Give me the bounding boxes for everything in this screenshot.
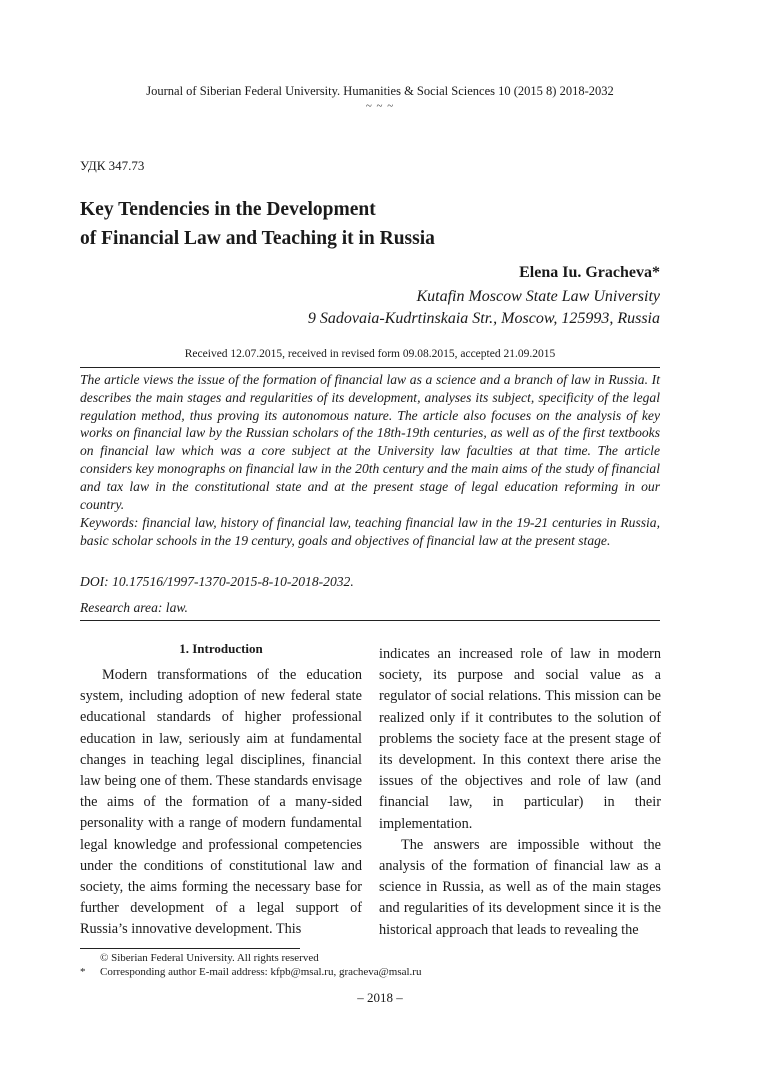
doi: DOI: 10.17516/1997-1370-2015-8-10-2018-2032.	[80, 574, 354, 589]
title-line-2: of Financial Law and Teaching it in Russia	[80, 228, 435, 249]
abstract-top-rule	[80, 367, 660, 368]
article-title	[80, 195, 680, 253]
abstract-text: The article views the issue of the formation of financial law as a science and a branch of law in Russia. It describes the main stages and regularities of its development, analyses its subject, specificity of the legal regulation method, thus proving its autonomous nature. The article also focuses on the analysis of key works on financial law by the Russian scholars of the 18th-19th centuries, as well as of the first textbooks on financial law which was a core subject at the University law faculties at that time. The article considers key monographs on financial law in the 20th century and the main aims of the study of financial and tax law in the constitutional state and at the present stage of legal education reforming in our country.	[80, 372, 660, 512]
paragraph: Modern transformations of the education system, including adoption of new federal state educational standards of higher professional education in law, seriously aim at fundamental changes in teaching legal disciplines, financial law being one of them. These standards envisage the aims of the formation of a many-sided personality with a range of modern fundamental legal knowledge and professional competencies under the conditions of constitutional law and society, the aims forming the necessary base for further development of a legal support of Russia’s innovative development. This	[80, 667, 362, 938]
paragraph: The answers are impossible without the analysis of the formation of financial law as a science in Russia, as well as of the main stages and regularities of its development since it is the historical approach that leads to revealing the	[379, 836, 661, 938]
abstract-bottom-rule	[80, 620, 660, 621]
left-column	[80, 665, 362, 941]
journal-header: Journal of Siberian Federal University. Humanities & Social Sciences 10 (2015 8) 2018-2032	[146, 84, 614, 98]
received-dates: Received 12.07.2015, received in revised form 09.08.2015, accepted 21.09.2015	[184, 348, 556, 360]
footnote-star: *	[80, 966, 86, 978]
header-separator: ~ ~ ~	[365, 100, 395, 112]
udk-code: УДК 347.73	[80, 158, 145, 173]
footnote-corresponding-author: Corresponding author E-mail address: kfpb@msal.ru, gracheva@msal.ru	[100, 966, 422, 978]
affiliation-line-2: 9 Sadovaia-Kudrtinskaia Str., Moscow, 125993, Russia	[307, 310, 660, 327]
affiliation-line-1: Kutafin Moscow State Law University	[416, 288, 660, 305]
paragraph: indicates an increased role of law in modern society, its purpose and social value as a regulator of social relations. This mission can be realized only if it contributes to the solution of problems the society face at the present stage of its development. In this context there arise the issues of the objectives and role of law (and financial law, in particular) in their implementation.	[379, 646, 661, 832]
footnote-copyright: © Siberian Federal University. All rights reserved	[100, 952, 319, 964]
page-number: – 2018 –	[357, 990, 403, 1005]
footnote-rule	[80, 948, 300, 949]
right-column	[379, 644, 661, 941]
title-line-1: Key Tendencies in the Development	[80, 199, 376, 220]
section-heading: 1. Introduction	[179, 641, 263, 656]
research-area: Research area: law.	[80, 600, 188, 615]
keywords: Keywords: financial law, history of financial law, teaching financial law in the 19-21 centuries in Russia, basic scholar schools in the 19 century, goals and objectives of financial law at the present stage.	[80, 515, 660, 548]
author-name: Elena Iu. Gracheva*	[519, 264, 660, 281]
